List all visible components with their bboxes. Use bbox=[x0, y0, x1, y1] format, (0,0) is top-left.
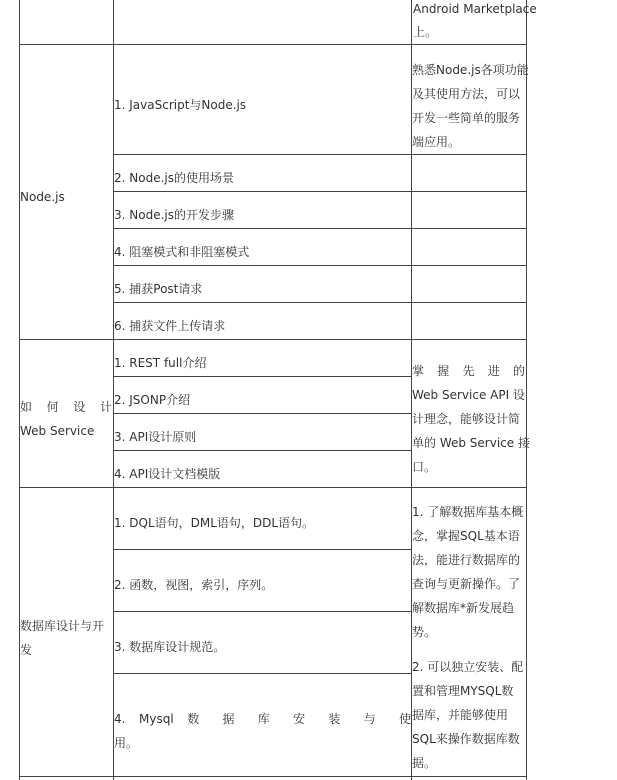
section-name: Node.js bbox=[20, 190, 65, 204]
row-border bbox=[19, 339, 527, 340]
goal-line: Android Marketplace bbox=[413, 2, 537, 16]
goal-line: 熟悉Node.js各项功能 bbox=[412, 63, 529, 77]
topic-item: 2. JSONP介绍 bbox=[114, 393, 191, 407]
row-border bbox=[113, 265, 527, 266]
goal-line: 开发一些简单的服务 bbox=[412, 111, 521, 125]
goal-line: 念，掌握SQL基本语 bbox=[412, 529, 520, 543]
table-border-right bbox=[526, 0, 527, 780]
topic-item: 4. API设计文档模版 bbox=[114, 467, 221, 481]
goal-line: 上。 bbox=[413, 25, 438, 39]
goal-line: 查询与更新操作。了 bbox=[412, 577, 521, 591]
topic-item: 6. 捕获文件上传请求 bbox=[114, 319, 226, 333]
goal-line: 口。 bbox=[412, 460, 437, 474]
topic-item: 3. API设计原则 bbox=[114, 430, 197, 444]
row-border bbox=[113, 302, 527, 303]
row-border bbox=[113, 191, 527, 192]
goal-line: SQL来操作数据库数 bbox=[412, 732, 520, 746]
section-name: 发 bbox=[20, 643, 33, 657]
topic-item: 1. DQL语句，DML语句，DDL语句。 bbox=[114, 516, 315, 530]
section-name: 如 何 设 计 bbox=[20, 400, 112, 414]
row-border bbox=[113, 450, 412, 451]
topic-item: 1. JavaScript与Node.js bbox=[114, 98, 247, 112]
row-border bbox=[113, 549, 412, 550]
goal-line: Web Service API 设 bbox=[412, 388, 525, 402]
goal-line: 计理念，能够设计简 bbox=[412, 412, 521, 426]
topic-item: 3. Node.js的开发步骤 bbox=[114, 208, 234, 222]
row-border bbox=[19, 44, 527, 45]
goal-line: 2. 可以独立安装、配 bbox=[412, 660, 524, 674]
topic-item: 2. Node.js的使用场景 bbox=[114, 171, 234, 185]
row-border bbox=[113, 673, 412, 674]
section-name: Web Service bbox=[20, 424, 95, 438]
topic-item: 2. 函数，视图，索引，序列。 bbox=[114, 578, 274, 592]
row-border bbox=[113, 154, 527, 155]
goal-line: 端应用。 bbox=[412, 135, 461, 149]
goal-line: 单的 Web Service 接 bbox=[412, 436, 530, 450]
topic-item: 5. 捕获Post请求 bbox=[114, 282, 203, 296]
row-border bbox=[113, 611, 412, 612]
section-name: 数据库设计与开 bbox=[20, 619, 105, 633]
row-border bbox=[113, 228, 527, 229]
row-border bbox=[113, 413, 412, 414]
row-border bbox=[113, 376, 412, 377]
row-border bbox=[19, 776, 527, 777]
goal-line: 据库，并能够使用 bbox=[412, 708, 509, 722]
topic-item: 4. Mysql 数 据 库 安 装 与 使 bbox=[114, 712, 411, 726]
topic-item: 3. 数据库设计规范。 bbox=[114, 640, 226, 654]
goal-line: 据。 bbox=[412, 756, 437, 770]
goal-line: 1. 了解数据库基本概 bbox=[412, 505, 524, 519]
topic-item: 4. 阻塞模式和非阻塞模式 bbox=[114, 245, 250, 259]
goal-line: 掌 握 先 进 的 bbox=[412, 364, 525, 378]
goal-line: 法，能进行数据库的 bbox=[412, 553, 521, 567]
topic-item: 1. REST full介绍 bbox=[114, 356, 207, 370]
goal-line: 势。 bbox=[412, 625, 437, 639]
row-border bbox=[19, 487, 527, 488]
goal-line: 置和管理MYSQL数 bbox=[412, 684, 514, 698]
topic-item: 用。 bbox=[114, 736, 139, 750]
table-border-left bbox=[19, 0, 20, 780]
goal-line: 及其使用方法，可以 bbox=[412, 87, 521, 101]
goal-line: 解数据库*新发展趋 bbox=[412, 601, 515, 615]
